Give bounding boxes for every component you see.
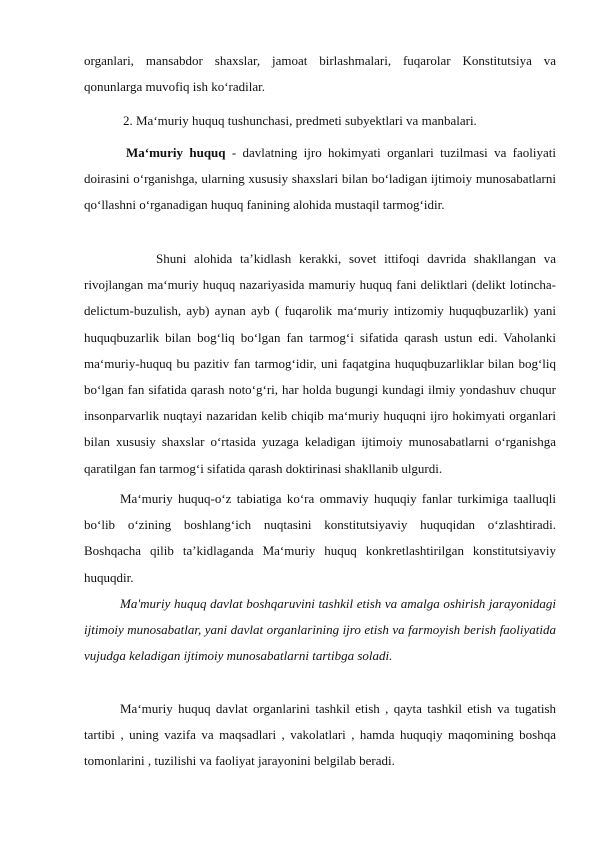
section-heading: 2. Ma‘muriy huquq tushunchasi, predmeti subyektlari va manbalari. (123, 113, 477, 128)
paragraph-italic-definition: Ma'muriy huquq davlat boshqaruvini tashkil etish va amalga oshirish jarayonidagi ijtimoiy munosabatlar, yani davlat organlarining ijro etish va farmoyish berish faoliyatida vujudga keladigan ijtimoiy munosabatlarni tartibga soladi. (84, 596, 556, 664)
defined-term: Ma‘muriy huquq (126, 145, 226, 160)
paragraph-continuation: organlari, mansabdor shaxslar, jamoat birlashmalari, fuqarolar Konstitutsiya va qonunlarga muvofiq ish ko‘radilar. (84, 53, 556, 95)
paragraph-organization: Ma‘muriy huquq davlat organlarini tashkil etish , qayta tashkil etish va tugatish tartibi , uning vazifa va maqsadlari , vakolatlari , hamda huquqiy maqomining boshqa tomonlarini , tuzilishi va faoliyat jarayonini belgilab beradi. (84, 701, 556, 769)
paragraph-public-law: Ma‘muriy huquq-o‘z tabiatiga ko‘ra ommaviy huquqiy fanlar turkimiga taalluqli bo‘lib o‘zining boshlang‘ich nuqtasini konstitutsiyaviy huquqidan o‘zlashtiradi. Boshqacha qilib ta’kidlaganda Ma‘muriy huquq konkretlashtirilgan konstitutsiyaviy huquqdir. (84, 491, 556, 585)
definition-text: - davlatning ijro hokimyati organlari tuzilmasi va faoliyati doirasini o‘rganishga, ularning xususiy shaxslari bilan bo‘ladigan ijtimoiy munosabatlarni qo‘llashni o‘rganadigan huquq fanining alohida mustaqil tarmog‘idir. (84, 145, 556, 213)
definition-paragraph (84, 140, 556, 219)
paragraph-soviet-theory: Shuni alohida ta’kidlash kerakki, sovet ittifoqi davrida shakllangan va rivojlangan ma‘muriy huquq nazariyasida mamuriy huquq fani deliktlari (delikt lotincha-delictum-buzulish, ayb) aynan ayb ( fuqarolik ma‘muriy intizomiy huquqbuzarlik) yani huquqbuzarlik bilan bog‘liq bo‘lgan fan tarmog‘i sifatida qarash ustun edi. Vaholanki ma‘muriy-huquq bu pazitiv fan tarmog‘idir, uni faqatgina huquqbuzarliklar bilan bog‘liq bo‘lgan fan sifatida qarash noto‘g‘ri, har holda bugungi kundagi ilmiy yondashuv chuqur insonparvarlik nuqtayi nazaridan kelib chiqib ma‘muriy huquqni ijro hokimyati organlari bilan xususiy shaxslar o‘rtasida yuzaga keladigan ijtimoiy munosabatlarni o‘rganishga qaratilgan fan tarmog‘i sifatida qarash doktirinasi shakllanib ulgurdi. (84, 251, 556, 476)
